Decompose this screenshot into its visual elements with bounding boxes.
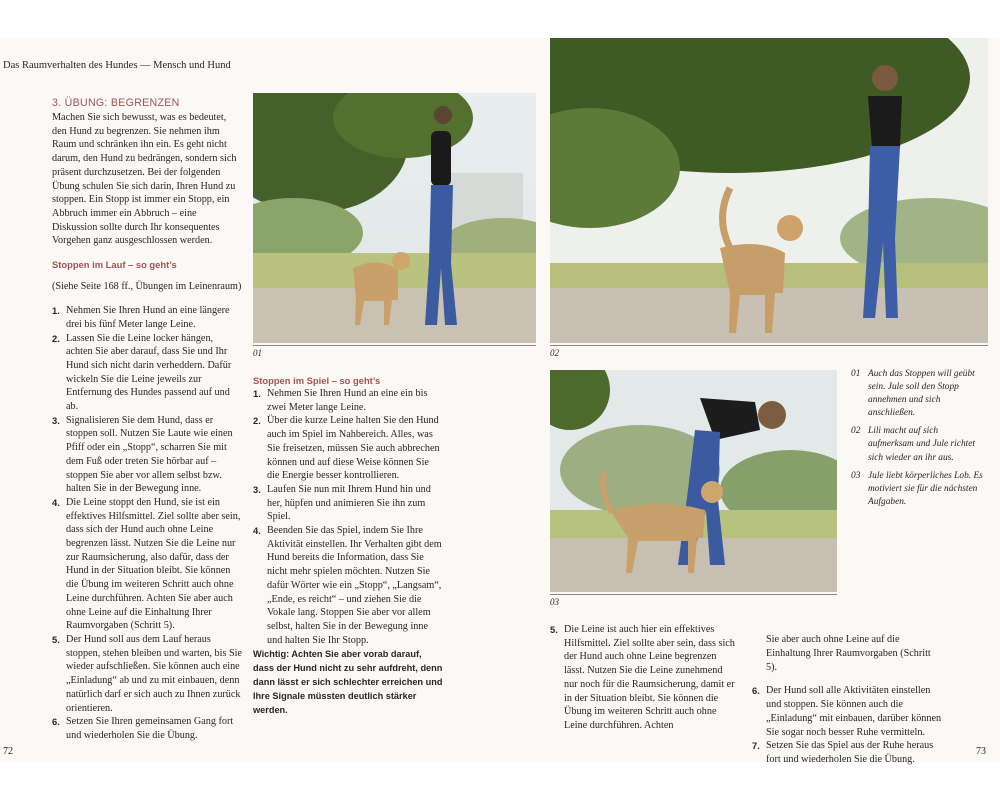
step-number: 4.	[253, 525, 261, 537]
step-item	[52, 496, 242, 633]
step-item	[253, 387, 443, 414]
step-number: 1.	[52, 305, 60, 317]
caption-item	[851, 368, 986, 420]
step-text: Setzen Sie Ihren gemeinsamen Gang fort und wiederholen Sie die Übung.	[66, 716, 234, 741]
section-title: 3. ÜBUNG: BEGRENZEN	[52, 97, 180, 109]
photo-03	[550, 370, 837, 592]
step-item	[253, 524, 443, 647]
photo-02	[550, 38, 988, 343]
right-text-column-a	[550, 623, 735, 733]
step-text: Signalisieren Sie dem Hund, dass er stoppen soll. Nutzen Sie Laute wie einen Pfiff oder ein „Stopp“, scharren Sie mit dem Fuß oder treten Sie hörbar auf – stoppen Sie aber vor allem selbst bzw. halten Sie in der Bewegung inne.	[66, 414, 233, 495]
step-number: 7.	[752, 740, 760, 752]
right-text-column-b	[752, 623, 942, 767]
photo-02-label: 02	[550, 348, 559, 358]
step-number: 5.	[52, 633, 60, 645]
step-item	[253, 414, 443, 483]
steps-list	[253, 387, 443, 647]
page-number-left: 72	[3, 746, 13, 757]
step-item	[52, 414, 242, 496]
step-number: 6.	[52, 716, 60, 728]
intro-paragraph: Machen Sie sich bewusst, was es bedeutet, den Hund zu begrenzen. Sie nehmen ihm Raum und schränken ihn ein. Es geht nicht darum, den Hund zu bedrängen, sondern sich präsent durchzusetzen. Bei der folgenden Übung schulen Sie sich darin, Ihren Hund zu stoppen. Ein Stopp ist immer ein Stopp, ein Abbruch immer ein Abbruch – eine Diskussion sollte durch Ihr konsequentes Vorgehen ganz ausgeschlossen werden.	[52, 112, 237, 247]
step-number: 1.	[253, 388, 261, 399]
step-number: 4.	[52, 496, 60, 508]
step-text: Die Leine stoppt den Hund, sie ist ein effektives Hilfsmittel. Ziel sollte aber sein, dass sich der Hund auch ohne Leine begrenzen lässt. Nutzen Sie die Leine nur zur Raumsicherung, also dafür, dass der Hund in der Situation bleibt. Sie können die Übung im weiteren Schritt auch ohne Leine durchführen. Achten Sie aber auch ohne Leine auf die Einhaltung Ihrer Raumvorgaben (Schritt 5).	[66, 496, 241, 632]
steps-list	[752, 684, 942, 766]
subheading-stoppen-im-lauf: Stoppen im Lauf – so geht’s	[52, 259, 177, 271]
step-number: 5.	[550, 624, 558, 635]
photo-03-label: 03	[550, 597, 559, 607]
continued-paragraph: Sie aber auch ohne Leine auf die Einhaltung Ihrer Raumvorgaben (Schritt 5).	[766, 634, 931, 673]
step-item	[52, 304, 242, 331]
step-item	[253, 483, 443, 524]
step-text: Nehmen Sie Ihren Hund an eine ein bis zwei Meter lange Leine.	[267, 388, 428, 413]
step-text: Beenden Sie das Spiel, indem Sie Ihre Aktivität einstellen. Ihr Verhalten gibt dem Hund bereits die Information, dass Sie nicht mehr spielen möchten. Nutzen Sie dafür Wörter wie ein „Stopp“, „Langsam“, „Ende, es reicht“ – und ziehen Sie die Vokale lang. Stoppen Sie aber vor allem selbst, halten Sie in der Bewegung inne und halten Sie Ihr Stopp.	[267, 525, 442, 646]
photo-01-rule	[253, 345, 536, 346]
running-head: Das Raumverhalten des Hundes — Mensch und Hund	[3, 60, 231, 71]
step-text: Der Hund soll alle Aktivitäten einstellen und stoppen. Sie können auch die „Einladung“ mit einbauen, darüber können Sie sogar noch besser Ruhe vermitteln.	[766, 685, 942, 738]
step-number: 3.	[52, 414, 60, 426]
step-item	[752, 739, 942, 766]
step-item	[52, 633, 242, 715]
photo-01	[253, 93, 536, 343]
cross-reference-note: (Siehe Seite 168 ff., Übungen im Leinenraum)	[52, 281, 242, 293]
left-column	[52, 97, 242, 743]
steps-list	[52, 304, 242, 743]
step-number: 2.	[253, 415, 261, 427]
caption-text: Jule liebt körperliches Lob. Es motiviert sie für die nächsten Aufgaben.	[868, 470, 983, 507]
subheading-stoppen-im-spiel: Stoppen im Spiel – so geht’s	[253, 375, 381, 386]
step-text: Der Hund soll aus dem Lauf heraus stoppen, stehen bleiben und warten, bis Sie wieder aufschließen. Sie können auch eine „Einladung“ ab und zu mit einbauen, denn natürlich darf er sich auch zu Ihnen zurück orientieren.	[66, 633, 242, 714]
step-text: Laufen Sie nun mit Ihrem Hund hin und her, hüpfen und animieren Sie ihn zum Spiel.	[267, 483, 431, 523]
caption-number: 03	[851, 470, 861, 481]
step-item	[52, 715, 242, 742]
caption-text: Lili macht auf sich aufmerksam und Jule richtet sich wieder an ihr aus.	[868, 426, 976, 463]
step-text: Lassen Sie die Leine locker hängen, achten Sie aber darauf, dass Sie und Ihr Hund sich nicht darin verheddern. Dafür wickeln Sie die Leine jeweils zur Entfernung des Hundes passend auf und ab.	[66, 332, 232, 413]
step-number: 2.	[52, 332, 60, 344]
steps-list	[550, 623, 735, 733]
caption-item	[851, 470, 986, 509]
photo-01-label: 01	[253, 348, 262, 358]
photo-captions	[851, 368, 986, 514]
caption-number: 02	[851, 426, 861, 437]
step-item	[752, 684, 942, 739]
step-number: 6.	[752, 685, 760, 697]
caption-number: 01	[851, 369, 861, 379]
step-number: 3.	[253, 483, 261, 495]
caption-item	[851, 425, 986, 464]
step-text: Die Leine ist auch hier ein effektives Hilfsmittel. Ziel sollte aber sein, dass sich der Hund auch ohne Leine begrenzen lässt. Nutzen Sie die Leine zunehmend nur noch für die Raumsicherung, damit er in der Situation bleibt. Sie können die Übung im weiteren Schritt auch ohne Leine durchführen. Achten	[564, 624, 735, 731]
step-item	[550, 623, 735, 733]
step-item	[52, 332, 242, 414]
step-text: Nehmen Sie Ihren Hund an eine längere drei bis fünf Meter lange Leine.	[66, 305, 230, 330]
photo-02-rule	[550, 345, 988, 346]
warning-note: Wichtig: Achten Sie aber vorab darauf, dass der Hund nicht zu sehr aufdreht, denn dann lässt er sich schlechter erreichen und Ihre Signale müssten deutlich stärker werden.	[253, 649, 443, 716]
page-number-right: 73	[976, 746, 986, 757]
step-text: Setzen Sie das Spiel aus der Ruhe heraus fort und wiederholen Sie die Übung.	[766, 740, 934, 765]
caption-text: Auch das Stoppen will geübt sein. Jule soll den Stopp annehmen und sich anschließen.	[868, 369, 975, 419]
middle-column	[253, 375, 443, 717]
step-text: Über die kurze Leine halten Sie den Hund auch im Spiel im Nahbereich. Alles, was Sie freisetzen, müssen Sie auch abbrechen können und auf diese Weise können Sie die Energie besser kontrollieren.	[267, 415, 440, 482]
photo-03-rule	[550, 594, 837, 595]
